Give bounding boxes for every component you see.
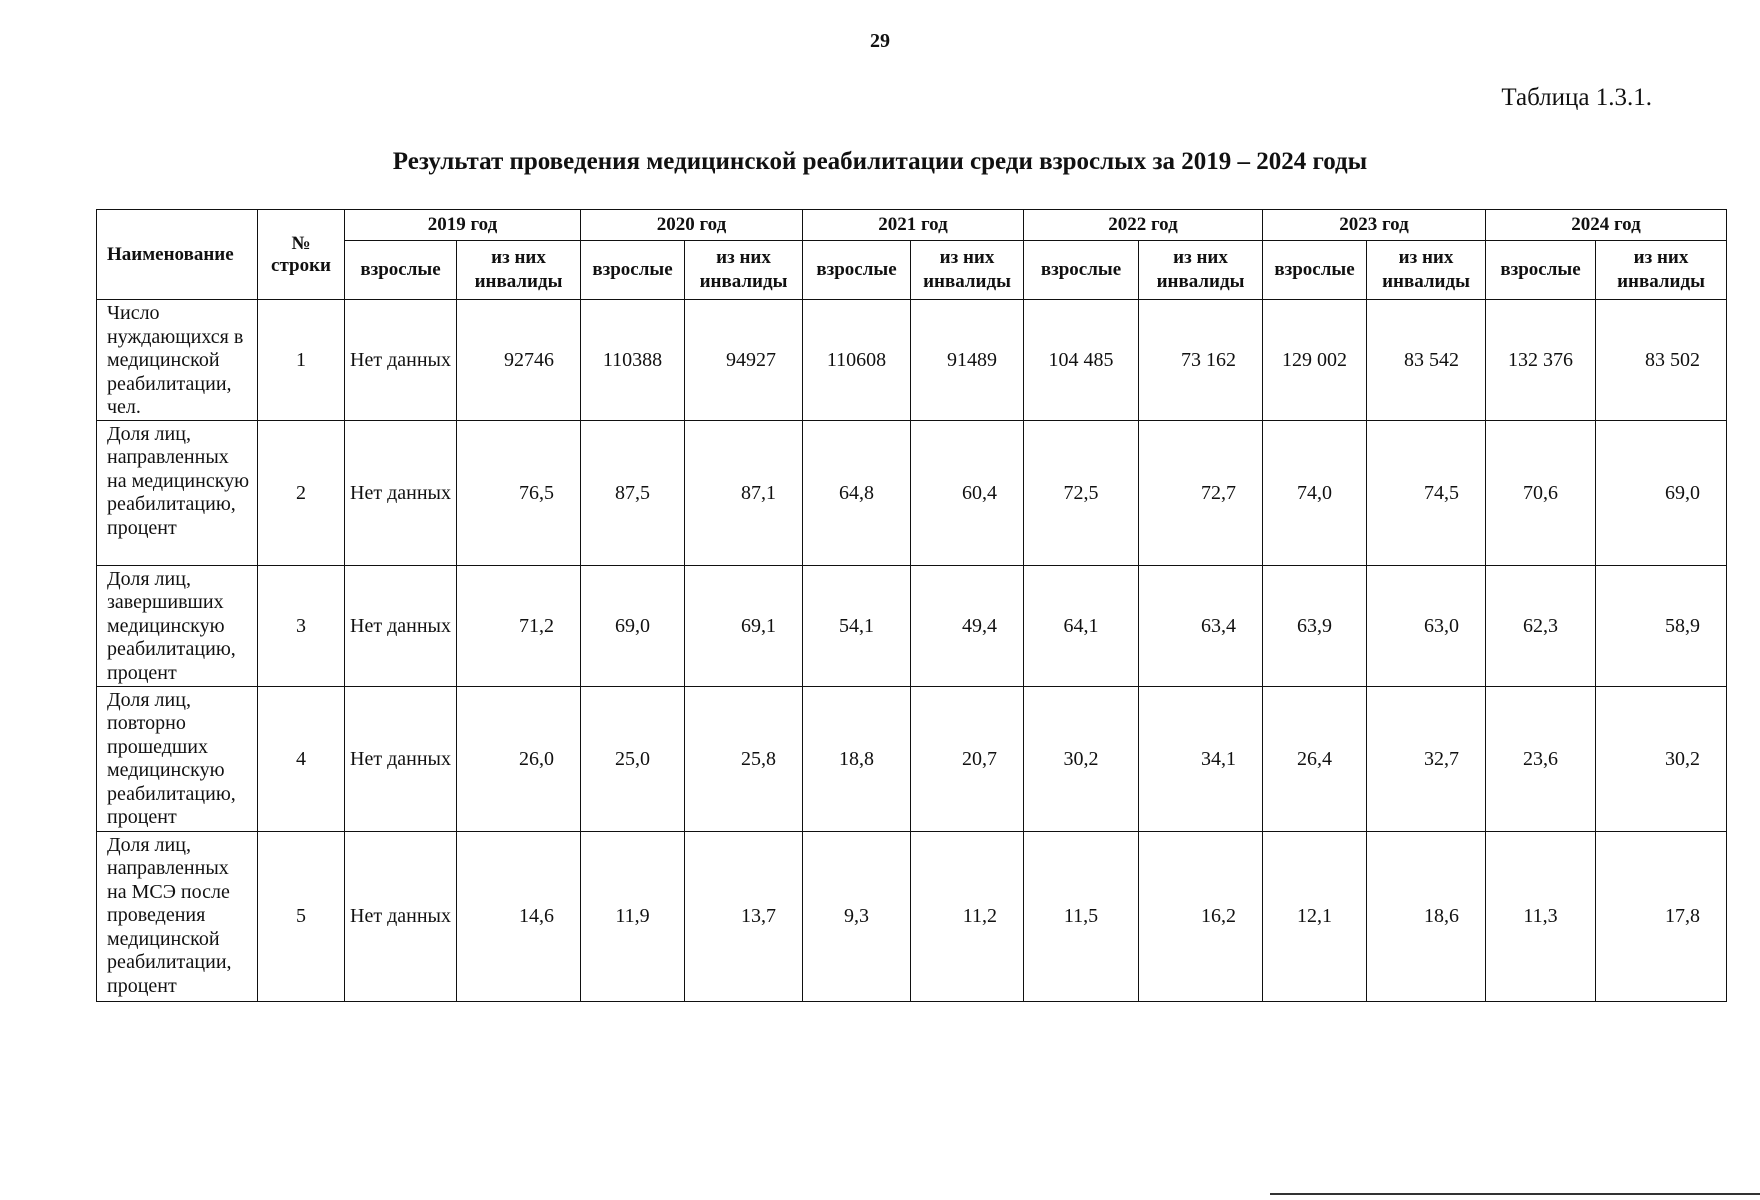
- value-cell: 110388: [581, 300, 685, 421]
- page-number: 29: [870, 30, 890, 52]
- row-name: Доля лиц, завершивших медицинскую реабилитацию, процент: [97, 565, 258, 686]
- value-cell: 20,7: [911, 686, 1024, 831]
- value-cell: 14,6: [457, 831, 581, 1001]
- header-year-2021: 2021 год: [803, 210, 1024, 241]
- value-cell: 63,9: [1263, 565, 1367, 686]
- value-cell: 11,3: [1486, 831, 1596, 1001]
- value-cell: Нет данных: [345, 420, 457, 565]
- header-year-2022: 2022 год: [1024, 210, 1263, 241]
- page-edge-line: [1270, 1193, 1760, 1195]
- value-cell: 11,5: [1024, 831, 1139, 1001]
- value-cell: 69,0: [581, 565, 685, 686]
- value-cell: 18,6: [1367, 831, 1486, 1001]
- value-cell: 11,9: [581, 831, 685, 1001]
- value-cell: Нет данных: [345, 565, 457, 686]
- header-disabled: из них инвалиды: [457, 241, 581, 300]
- header-year-2024: 2024 год: [1486, 210, 1727, 241]
- header-adults: взрослые: [345, 241, 457, 300]
- value-cell: 9,3: [803, 831, 911, 1001]
- value-cell: 71,2: [457, 565, 581, 686]
- value-cell: 87,1: [685, 420, 803, 565]
- value-cell: 26,0: [457, 686, 581, 831]
- rehabilitation-results-table: [96, 209, 1727, 1002]
- row-number: 2: [258, 420, 345, 565]
- row-number: 1: [258, 300, 345, 421]
- value-cell: 54,1: [803, 565, 911, 686]
- row-number: 3: [258, 565, 345, 686]
- value-cell: 13,7: [685, 831, 803, 1001]
- header-year-2023: 2023 год: [1263, 210, 1486, 241]
- value-cell: 94927: [685, 300, 803, 421]
- header-disabled: из них инвалиды: [1139, 241, 1263, 300]
- value-cell: 74,5: [1367, 420, 1486, 565]
- row-name: Число нуждающихся в медицинской реабилитации, чел.: [97, 300, 258, 421]
- value-cell: 129 002: [1263, 300, 1367, 421]
- value-cell: 25,8: [685, 686, 803, 831]
- value-cell: 64,8: [803, 420, 911, 565]
- value-cell: 58,9: [1596, 565, 1727, 686]
- row-name: Доля лиц, повторно прошедших медицинскую реабилитацию, процент: [97, 686, 258, 831]
- value-cell: 74,0: [1263, 420, 1367, 565]
- header-name: Наименование: [97, 210, 258, 300]
- value-cell: 92746: [457, 300, 581, 421]
- value-cell: 69,0: [1596, 420, 1727, 565]
- header-adults: взрослые: [1263, 241, 1367, 300]
- value-cell: 11,2: [911, 831, 1024, 1001]
- header-row-number: № строки: [258, 210, 345, 300]
- value-cell: 63,4: [1139, 565, 1263, 686]
- row-name: Доля лиц, направленных на МСЭ после проведения медицинской реабилитации, процент: [97, 831, 258, 1001]
- value-cell: 69,1: [685, 565, 803, 686]
- header-year-2019: 2019 год: [345, 210, 581, 241]
- value-cell: 32,7: [1367, 686, 1486, 831]
- header-disabled: из них инвалиды: [1596, 241, 1727, 300]
- header-disabled: из них инвалиды: [911, 241, 1024, 300]
- value-cell: Нет данных: [345, 831, 457, 1001]
- value-cell: Нет данных: [345, 686, 457, 831]
- value-cell: 49,4: [911, 565, 1024, 686]
- table-caption: Таблица 1.3.1.: [1501, 84, 1652, 111]
- row-name: Доля лиц, направленных на медицинскую реабилитацию, процент: [97, 420, 258, 565]
- value-cell: 63,0: [1367, 565, 1486, 686]
- table-row: [97, 420, 1727, 565]
- header-adults: взрослые: [1486, 241, 1596, 300]
- value-cell: 104 485: [1024, 300, 1139, 421]
- header-adults: взрослые: [1024, 241, 1139, 300]
- value-cell: 30,2: [1024, 686, 1139, 831]
- value-cell: 83 542: [1367, 300, 1486, 421]
- value-cell: 132 376: [1486, 300, 1596, 421]
- value-cell: 72,7: [1139, 420, 1263, 565]
- value-cell: 72,5: [1024, 420, 1139, 565]
- table-row: [97, 686, 1727, 831]
- row-number: 4: [258, 686, 345, 831]
- header-disabled: из них инвалиды: [1367, 241, 1486, 300]
- value-cell: 83 502: [1596, 300, 1727, 421]
- value-cell: 87,5: [581, 420, 685, 565]
- value-cell: 64,1: [1024, 565, 1139, 686]
- value-cell: 17,8: [1596, 831, 1727, 1001]
- value-cell: 30,2: [1596, 686, 1727, 831]
- value-cell: 70,6: [1486, 420, 1596, 565]
- header-adults: взрослые: [803, 241, 911, 300]
- table-row: [97, 300, 1727, 421]
- value-cell: 60,4: [911, 420, 1024, 565]
- header-year-2020: 2020 год: [581, 210, 803, 241]
- header-adults: взрослые: [581, 241, 685, 300]
- value-cell: 23,6: [1486, 686, 1596, 831]
- header-row-years: [97, 210, 1727, 241]
- value-cell: 91489: [911, 300, 1024, 421]
- value-cell: 110608: [803, 300, 911, 421]
- header-disabled: из них инвалиды: [685, 241, 803, 300]
- table-row: [97, 565, 1727, 686]
- table-row: [97, 831, 1727, 1001]
- value-cell: Нет данных: [345, 300, 457, 421]
- row-number: 5: [258, 831, 345, 1001]
- value-cell: 62,3: [1486, 565, 1596, 686]
- value-cell: 18,8: [803, 686, 911, 831]
- value-cell: 34,1: [1139, 686, 1263, 831]
- value-cell: 26,4: [1263, 686, 1367, 831]
- value-cell: 25,0: [581, 686, 685, 831]
- document-title: Результат проведения медицинской реабилитации среди взрослых за 2019 – 2024 годы: [392, 148, 1368, 175]
- value-cell: 16,2: [1139, 831, 1263, 1001]
- value-cell: 12,1: [1263, 831, 1367, 1001]
- value-cell: 76,5: [457, 420, 581, 565]
- value-cell: 73 162: [1139, 300, 1263, 421]
